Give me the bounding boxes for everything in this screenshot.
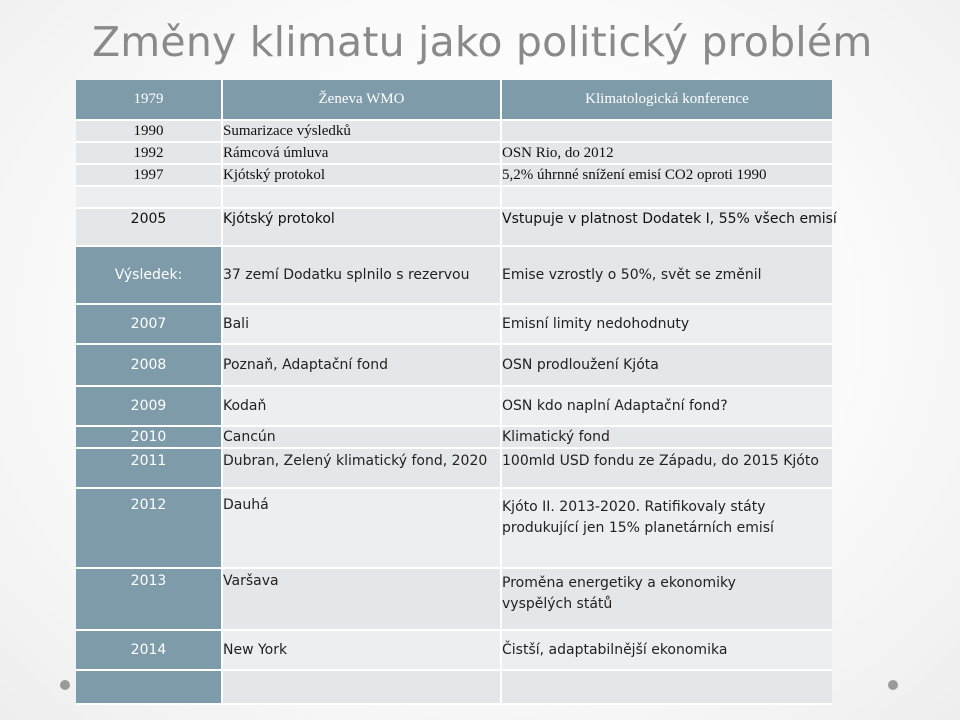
row-year: 2011	[76, 448, 222, 488]
row-spacer	[76, 186, 222, 208]
result-label: Výsledek:	[76, 246, 222, 304]
row-event: Kjótský protokol	[222, 208, 501, 246]
row-note	[501, 568, 832, 630]
row-note: Čistší, adaptabilnější ekonomika	[501, 630, 832, 670]
corner-dot-left	[60, 680, 70, 690]
row-note: OSN prodloužení Kjóta	[501, 344, 832, 386]
table-row	[76, 344, 832, 386]
row-event: Dubran, Zelený klimatický fond, 2020	[222, 448, 501, 488]
header-place: Ženeva WMO	[222, 80, 501, 120]
row-note: 100mld USD fondu ze Západu, do 2015 Kjóto	[501, 448, 832, 488]
table-row	[76, 164, 832, 186]
header-year: 1979	[76, 80, 222, 120]
row-year	[76, 670, 222, 704]
row-event: Poznaň, Adaptační fond	[222, 344, 501, 386]
row-event: New York	[222, 630, 501, 670]
row-year: 2008	[76, 344, 222, 386]
row-note: OSN Rio, do 2012	[501, 142, 832, 164]
table-row	[76, 488, 832, 568]
row-event: Dauhá	[222, 488, 501, 568]
row-note: OSN kdo naplní Adaptační fond?	[501, 386, 832, 426]
result-row	[76, 246, 832, 304]
row-year: 2013	[76, 568, 222, 630]
table-row	[76, 630, 832, 670]
row-note	[501, 120, 832, 142]
table-row	[76, 120, 832, 142]
row-event	[222, 670, 501, 704]
table-row	[76, 386, 832, 426]
row-year: 1990	[76, 120, 222, 142]
row-note-text: Proměna energetiky a ekonomiky vyspělých států	[502, 575, 736, 612]
row-event: Rámcová úmluva	[222, 142, 501, 164]
row-spacer	[501, 186, 832, 208]
table-row	[76, 208, 832, 246]
row-event: Kjótský protokol	[222, 164, 501, 186]
row-event: Kodaň	[222, 386, 501, 426]
table-row	[76, 670, 832, 704]
row-event: 37 zemí Dodatku splnilo s rezervou	[222, 246, 501, 304]
table-row	[76, 304, 832, 344]
table-row	[76, 426, 832, 448]
header-note: Klimatologická konference	[501, 80, 832, 120]
row-year: 2005	[76, 208, 222, 246]
row-note: Emise vzrostly o 50%, svět se změnil	[501, 246, 832, 304]
row-year: 2007	[76, 304, 222, 344]
row-year: 1992	[76, 142, 222, 164]
table-row	[76, 186, 832, 208]
row-year: 2009	[76, 386, 222, 426]
row-spacer	[222, 186, 501, 208]
row-note: Klimatický fond	[501, 426, 832, 448]
row-note: Vstupuje v platnost Dodatek I, 55% všech emisí	[501, 208, 832, 246]
table-row	[76, 448, 832, 488]
corner-dot-right	[888, 680, 898, 690]
header-row	[76, 80, 832, 120]
slide-title: Změny klimatu jako politický problém	[92, 18, 873, 66]
row-note: 5,2% úhrnné snížení emisí CO2 oproti 1990	[501, 164, 832, 186]
row-event: Bali	[222, 304, 501, 344]
row-year: 2014	[76, 630, 222, 670]
row-year: 2012	[76, 488, 222, 568]
row-event: Cancún	[222, 426, 501, 448]
row-year: 2010	[76, 426, 222, 448]
table-row	[76, 142, 832, 164]
table-row	[76, 568, 832, 630]
row-event: Varšava	[222, 568, 501, 630]
timeline-table	[76, 80, 837, 705]
row-note	[501, 488, 832, 568]
row-note-text: Kjóto II. 2013-2020. Ratifikovaly státy produkující jen 15% planetárních emisí	[502, 499, 774, 536]
row-event: Sumarizace výsledků	[222, 120, 501, 142]
row-note: Emisní limity nedohodnuty	[501, 304, 832, 344]
row-note	[501, 670, 832, 704]
row-year: 1997	[76, 164, 222, 186]
